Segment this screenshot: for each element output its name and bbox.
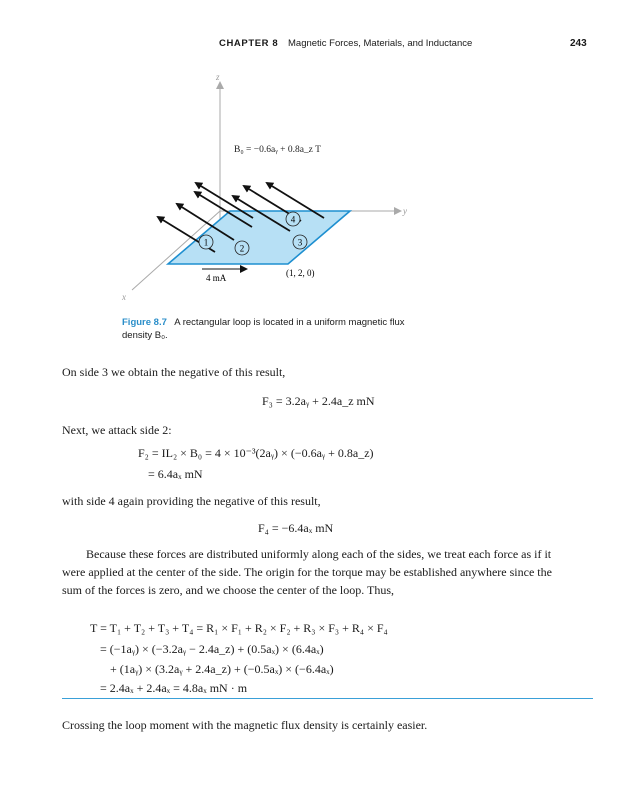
field-arrow bbox=[196, 183, 253, 218]
equation-torque-line3: + (1aᵧ) × (3.2aᵧ + 2.4a_z) + (−0.5aₓ) × (−6.4aₓ) bbox=[110, 662, 334, 676]
figure-caption-label: Figure 8.7 bbox=[122, 317, 167, 328]
paragraph-torque: Because these forces are distributed uniformly along each of the sides, we treat each force as if it were applied at the center of the side. The origin for the torque may be established anywhere since the sum of the forces is zero, and we choose the center of the loop. Thus, bbox=[62, 547, 552, 597]
figure-caption-text: A rectangular loop is located in a uniform magnetic flux density B₀. bbox=[122, 317, 405, 341]
paragraph-side4: with side 4 again providing the negative of this result, bbox=[62, 494, 321, 508]
corner-coordinate-label: (1, 2, 0) bbox=[286, 268, 315, 278]
running-header bbox=[0, 38, 627, 52]
equation-f3: F₃ = 3.2aᵧ + 2.4a_z mN bbox=[262, 394, 375, 408]
y-axis-label: y bbox=[403, 206, 407, 216]
equation-f2-line1: F₂ = IL₂ × B₀ = 4 × 10⁻³(2aᵧ) × (−0.6aᵧ + 0.8a_z) bbox=[138, 446, 374, 460]
figure-rectangular-loop bbox=[110, 68, 420, 313]
side-4-label: 4 bbox=[290, 214, 296, 225]
paragraph-conclusion: Crossing the loop moment with the magnetic flux density is certainly easier. bbox=[62, 718, 428, 732]
current-label: 4 mA bbox=[206, 273, 227, 283]
chapter-label: CHAPTER 8 bbox=[219, 38, 279, 49]
side-1-label: 1 bbox=[203, 237, 209, 248]
page-number: 243 bbox=[570, 38, 587, 49]
figure-caption bbox=[122, 316, 422, 342]
equation-torque-line1: T = T₁ + T₂ + T₃ + T₄ = R₁ × F₁ + R₂ × F₂ + R₃ × F₃ + R₄ × F₄ bbox=[90, 621, 388, 635]
field-label: B₀ = −0.6aᵧ + 0.8a_z T bbox=[234, 145, 321, 155]
equation-torque-line2: = (−1aᵧ) × (−3.2aᵧ − 2.4a_z) + (0.5aₓ) × (6.4aₓ) bbox=[100, 642, 324, 656]
paragraph-side2: Next, we attack side 2: bbox=[62, 423, 172, 437]
side-3-label: 3 bbox=[297, 237, 303, 248]
current-loop bbox=[168, 211, 350, 264]
side-2-label: 2 bbox=[239, 243, 245, 254]
equation-f2-line2: = 6.4aₓ mN bbox=[148, 467, 203, 481]
z-axis-label: z bbox=[216, 72, 220, 82]
equation-f4: F₄ = −6.4aₓ mN bbox=[258, 521, 334, 535]
section-divider bbox=[62, 698, 593, 699]
equation-torque-line4: = 2.4aₓ + 2.4aₓ = 4.8aₓ mN · m bbox=[100, 681, 248, 695]
chapter-title: Magnetic Forces, Materials, and Inductance bbox=[288, 38, 473, 49]
x-axis-label: x bbox=[122, 292, 126, 302]
paragraph-side3: On side 3 we obtain the negative of this result, bbox=[62, 365, 286, 379]
